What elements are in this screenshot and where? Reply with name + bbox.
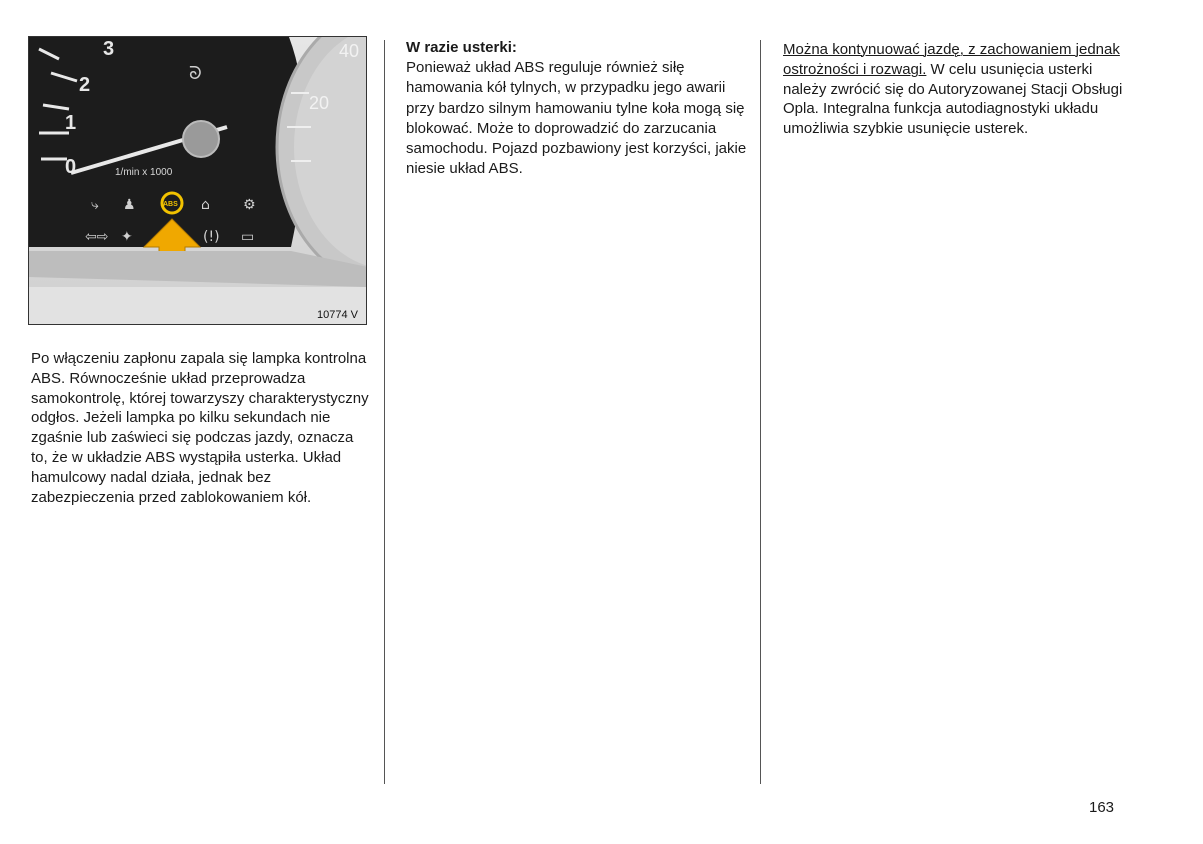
tacho-number-2: 2 [79, 74, 91, 96]
speedo-number-20: 20 [309, 93, 330, 113]
tachometer-dial [29, 37, 305, 247]
abs-lamp-label: ABS [163, 201, 178, 208]
column-1 [31, 349, 371, 507]
tacho-number-0: 0 [65, 156, 77, 178]
speedo-number-40: 40 [339, 41, 360, 61]
wiper-icon: ⤷ [91, 197, 99, 213]
tacho-number-1: 1 [65, 112, 77, 134]
instrument-cluster-illustration [29, 37, 367, 325]
rpm-unit-label: 1/min x 1000 [115, 167, 173, 178]
brake-warning-icon: (!) [203, 229, 220, 245]
column-divider-2 [760, 40, 761, 784]
airbag-icon: ✦ [121, 229, 133, 245]
column-divider-1 [384, 40, 385, 784]
engine-icon: ⌂ [201, 197, 210, 213]
column-3 [783, 40, 1128, 139]
turn-signal-icon: ⇦⇨ [85, 229, 109, 245]
abs-check-paragraph: Po włączeniu zapłonu zapala się lampka kontrolna ABS. Równocześnie układ przeprowadza samokontrolę, której towarzyszy charakterystyczny odgłos. Jeżeli lampka po kilku sekundach nie zgaśnie lub zaświeci się podczas jazdy, oznacza to, że w układzie ABS wystąpiła usterka. Układ hamulcowy nadal działa, jednak bez zabezpieczenia przed zablokowaniem kół. [31, 350, 369, 506]
malfunction-paragraph: Ponieważ układ ABS reguluje również siłę hamowania kół tylnych, w przypadku jego awarii przy bardzo silnym hamowaniu tylne koła mogą się blokować. Może to doprowadzić do zarzucania samochodu. Pojazd pozbawiony jest korzyści, jakie niesie układ ABS. [406, 59, 747, 178]
glow-plug-icon: ᘐ [189, 63, 202, 84]
battery-icon: ▭ [241, 229, 255, 245]
seatbelt-icon: ♟ [123, 197, 136, 213]
page-number: 163 [1089, 799, 1115, 816]
instrument-cluster-figure [28, 36, 367, 325]
continue-driving-note: Można kontynuować jazdę, z zachowaniem jednak ostrożności i rozwagi. [783, 41, 1120, 78]
tacho-number-3: 3 [103, 38, 115, 60]
figure-code: 10774 V [317, 309, 358, 321]
malfunction-heading: W razie usterki: [406, 39, 517, 56]
fog-light-icon: ⚙ [243, 197, 256, 213]
service-paragraph: W celu usunięcia usterki należy zwrócić się do Autoryzowanej Stacji Obsługi Opla. Integralna funkcja autodiagnostyki układu umożliwia szybkie usunięcie usterek. [783, 60, 1123, 138]
needle-hub [183, 121, 219, 157]
column-2 [406, 38, 751, 179]
